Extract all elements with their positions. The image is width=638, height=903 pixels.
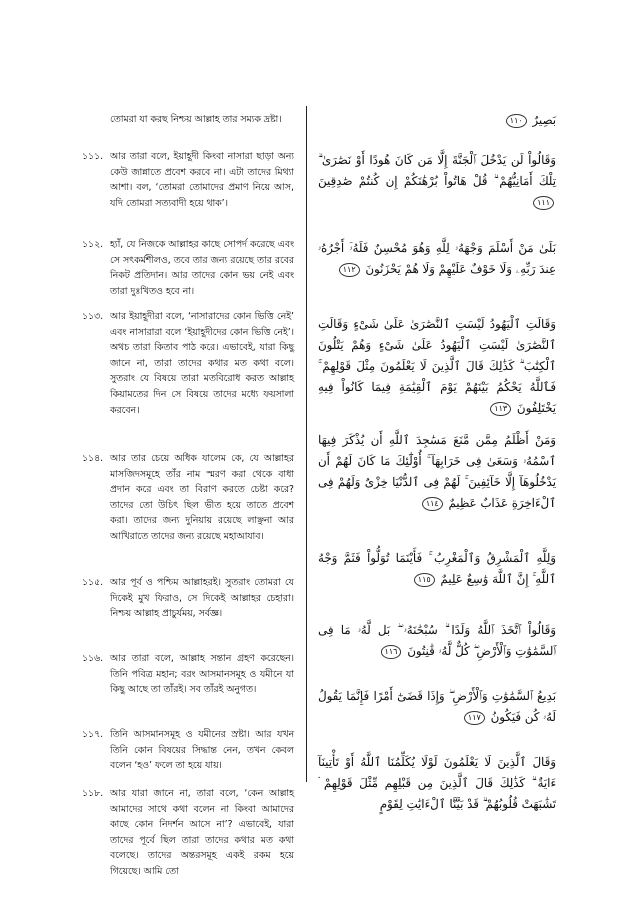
arabic-verse bbox=[318, 238, 556, 282]
ayah-number-marker: ١١١ bbox=[533, 196, 554, 210]
arabic-verse-text: وَمَنْ أَظْلَمُ مِمَّن مَّنَعَ مَسَٰجِدَ ٱللَّهِ أَن يُذْكَرَ فِيهَا ٱسْمُهُۥ وَسَعَىٰ فِى خَرَابِهَآ ۚ أُوْلَٰٓئِكَ مَا كَانَ لَهُمْ أَن يَدْخُلُوهَآ إِلَّا خَآئِفِينَ ۚ لَهُمْ فِى ٱلدُّنْيَا خِزْىٌ وَلَهُمْ فِى ٱلْءَاخِرَةِ عَذَابٌ عَظِيمٌ bbox=[318, 433, 556, 510]
ayah-number-marker: ١١٤ bbox=[422, 497, 443, 511]
verse-text: তিনি আসমানসমূহ ও যমীনের স্রষ্টা। আর যখন তিনি কোন বিষয়ের সিদ্ধান্ত নেন, তখন কেবল বলেন ‘হও’ ফলে তা হয়ে যায়। bbox=[110, 729, 294, 772]
bengali-paragraph bbox=[82, 309, 294, 435]
arabic-verse bbox=[318, 430, 556, 520]
ayah-number-marker: ١١٦ bbox=[381, 645, 402, 659]
verse-number: ১১৮. bbox=[82, 788, 104, 799]
ayah-number-marker: ١١٣ bbox=[490, 402, 511, 416]
verse-text: আর তারা বলে, আল্লাহ সন্তান গ্রহণ করেছেন। তিনি পবিত্র মহান; বরং আসমানসমূহ ও যমীনে যা কিছু আছে তা তাঁরই। সব তাঁরই অনুগত। bbox=[110, 653, 294, 696]
verse-text: আর তার চেয়ে অধিক যালেম কে, যে আল্লাহর মাসজিদসমূহে তাঁর নাম স্মরণ করা থেকে বাধা প্রদান করে এবং তা বিরাণ করতে চেষ্টা করে? তাদের তো উচিৎ ছিল ভীত হয়ে তাতে প্রবেশ করা। তাদের জন্য দুনিয়ায় রয়েছে লাঞ্ছনা আর আখিরাতে তাদের জন্য রয়েছে মহাআযাব। bbox=[110, 453, 294, 542]
arabic-verse-text: بَدِيعُ ٱلسَّمَٰوَٰتِ وَٱلْأَرْضِ ۖ وَإِذَا قَضَىٰٓ أَمْرًا فَإِنَّمَا يَقُولُ لَهُۥ كُن فَيَكُونُ bbox=[318, 689, 556, 724]
verse-number: ১১৩. bbox=[82, 311, 104, 322]
verse-number: ১১৬. bbox=[82, 653, 104, 664]
ayah-number-marker: ١١٥ bbox=[414, 573, 435, 587]
arabic-verse bbox=[318, 150, 556, 216]
arabic-verse bbox=[318, 314, 556, 415]
ayah-number-marker: ١١٧ bbox=[464, 711, 485, 725]
ayah-number-marker: ١١٠ bbox=[506, 114, 527, 128]
bengali-paragraph bbox=[82, 786, 294, 880]
arabic-verse-text: وَقَالُواْ ٱتَّخَذَ ٱللَّهُ وَلَدًا ۗ سُبْحَٰنَهُۥ ۖ بَل لَّهُۥ مَا فِى ٱلسَّمَٰوَٰتِ وَٱلْأَرْضِ ۖ كُلٌّ لَّهُۥ قَٰنِتُونَ bbox=[318, 623, 556, 658]
bengali-translation-column bbox=[82, 112, 294, 880]
arabic-verse bbox=[318, 752, 556, 818]
bengali-paragraph bbox=[82, 651, 294, 713]
bengali-paragraph bbox=[82, 112, 294, 143]
column-divider bbox=[306, 106, 307, 782]
verse-number: ১১৫. bbox=[82, 577, 104, 588]
bengali-paragraph bbox=[82, 237, 294, 299]
arabic-verse-text: وَلِلَّهِ ٱلْمَشْرِقُ وَٱلْمَغْرِبُ ۚ فَأَيْنَمَا تُوَلُّواْ فَثَمَّ وَجْهُ ٱللَّهِ ۚ إِنَّ ٱللَّهَ وَٰسِعٌ عَلِيمٌ bbox=[318, 551, 556, 586]
bengali-paragraph bbox=[82, 149, 294, 227]
bengali-paragraph bbox=[82, 451, 294, 561]
bengali-paragraph bbox=[82, 727, 294, 774]
verse-text: আর তারা বলে, ইয়াহূদী কিংবা নাসারা ছাড়া অন্য কেউ জান্নাতে প্রবেশ করবে না। এটা তাদের মিথ্যা আশা। বল, ‘তোমরা তোমাদের প্রমাণ নিয়ে আস, যদি তোমরা সত্যবাদী হয়ে থাক’। bbox=[110, 151, 294, 209]
arabic-verse-text: وَقَالُواْ لَن يَدْخُلَ ٱلْجَنَّةَ إِلَّا مَن كَانَ هُودًا أَوْ نَصَٰرَىٰ ۗ تِلْكَ أَمَانِيُّهُمْ ۗ قُلْ هَاتُواْ بُرْهَٰنَكُمْ إِن كُنتُمْ صَٰدِقِينَ bbox=[318, 153, 556, 188]
verse-text: আর পূর্ব ও পশ্চিম আল্লাহরই। সুতরাং তোমরা যে দিকেই মুখ ফিরাও, সে দিকেই আল্লাহর চেহারা। নিশ্চয় আল্লাহ প্রাচুর্যময়, সর্বজ্ঞ। bbox=[110, 577, 294, 620]
arabic-verse bbox=[318, 110, 556, 134]
arabic-verse-text: وَقَالَ ٱلَّذِينَ لَا يَعْلَمُونَ لَوْلَا يُكَلِّمُنَا ٱللَّهُ أَوْ تَأْتِينَآ ءَايَةٌ ۗ كَذَٰلِكَ قَالَ ٱلَّذِينَ مِن قَبْلِهِم مِّثْلَ قَوْلِهِمْ ۘ تَشَٰبَهَتْ قُلُوبُهُمْ ۗ قَدْ بَيَّنَّا ٱلْءَايَٰتِ لِقَوْمٍ bbox=[318, 755, 556, 811]
arabic-text-column bbox=[318, 110, 556, 818]
verse-number: ১১৭. bbox=[82, 729, 104, 740]
verse-number: ১১২. bbox=[82, 239, 104, 250]
bengali-paragraph bbox=[82, 575, 294, 637]
verse-number: ১১৪. bbox=[82, 453, 104, 464]
arabic-verse-text: بَصِيرٌ bbox=[532, 113, 556, 127]
arabic-verse bbox=[318, 620, 556, 664]
verse-text: তোমরা যা করছ নিশ্চয় আল্লাহ তার সম্যক দ্রষ্টা। bbox=[110, 114, 282, 125]
arabic-verse bbox=[318, 686, 556, 730]
verse-number: ১১১. bbox=[82, 151, 104, 162]
verse-text: হ্যাঁ, যে নিজকে আল্লাহর কাছে সোপর্দ করেছে এবং সে সৎকর্মশীলও, তবে তার জন্য রয়েছে তার রবের নিকট প্রতিদান। আর তাদের কোন ভয় নেই এবং তারা দুঃখিতও হবে না। bbox=[110, 239, 294, 297]
verse-text: আর ইয়াহূদীরা বলে, ‘নাসারাদের কোন ভিত্তি নেই’ এবং নাসারারা বলে ‘ইয়াহূদীদের কোন ভিত্তি নেই’। অথচ তারা কিতাব পাঠ করে। এভাবেই, যারা কিছু জানে না, তারা তাদের কথার মত কথা বলে। সুতরাং যে বিষয়ে তারা মতবিরোধ করত আল্লাহ কিয়ামতের দিন সে বিষয়ে তাদের মধ্যে ফয়সালা করবেন। bbox=[110, 311, 294, 416]
arabic-verse bbox=[318, 548, 556, 592]
arabic-verse-text: وَقَالَتِ ٱلْيَهُودُ لَيْسَتِ ٱلنَّصَٰرَىٰ عَلَىٰ شَىْءٍ وَقَالَتِ ٱلنَّصَٰرَىٰ لَيْسَتِ ٱلْيَهُودُ عَلَىٰ شَىْءٍ وَهُمْ يَتْلُونَ ٱلْكِتَٰبَ ۗ كَذَٰلِكَ قَالَ ٱلَّذِينَ لَا يَعْلَمُونَ مِثْلَ قَوْلِهِمْ ۚ فَٱللَّهُ يَحْكُمُ بَيْنَهُمْ يَوْمَ ٱلْقِيَٰمَةِ فِيمَا كَانُواْ فِيهِ يَخْتَلِفُونَ bbox=[318, 317, 556, 415]
verse-text: আর যারা জানে না, তারা বলে, ‘কেন আল্লাহ আমাদের সাথে কথা বলেন না কিংবা আমাদের কাছে কোন নিদর্শন আসে না’? এভাবেই, যারা তাদের পূর্বে ছিল তারা তাদের কথার মত কথা বলেছে। তাদের অন্তরসমূহ একই রকম হয়ে গিয়েছে। আমি তো bbox=[110, 788, 294, 877]
ayah-number-marker: ١١٢ bbox=[339, 263, 360, 277]
arabic-verse-text: بَلَىٰ مَنْ أَسْلَمَ وَجْهَهُۥ لِلَّهِ وَهُوَ مُحْسِنٌ فَلَهُۥٓ أَجْرُهُۥ عِندَ رَبِّهِۦ وَلَا خَوْفٌ عَلَيْهِمْ وَلَا هُمْ يَحْزَنُونَ bbox=[318, 241, 556, 276]
